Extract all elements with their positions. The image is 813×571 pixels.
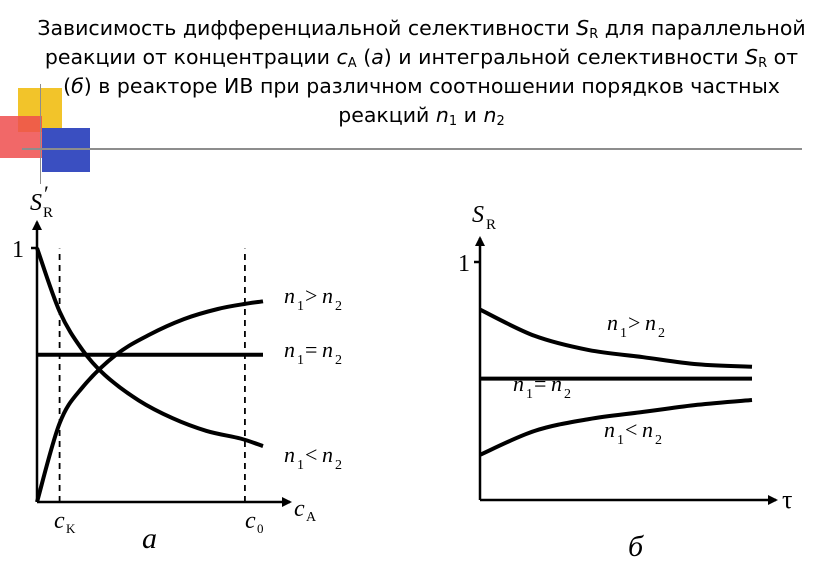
svg-text:<: <	[305, 442, 318, 467]
series-label-b-eq	[513, 371, 571, 402]
svg-text:n: n	[284, 442, 295, 467]
title-line-3: (б) в реакторе ИВ при различном соотношении порядков частных	[63, 74, 780, 98]
svg-text:′: ′	[44, 181, 49, 206]
panel-label-a: а	[142, 522, 157, 555]
svg-text:n: n	[607, 310, 618, 335]
svg-text:S: S	[30, 190, 42, 216]
title-line-1: Зависимость дифференциальной селективности $S_R$ для параллельной	[37, 16, 806, 42]
svg-text:<: <	[625, 417, 638, 442]
svg-text:n: n	[322, 337, 333, 362]
svg-text:A: A	[306, 510, 317, 525]
svg-text:n: n	[322, 442, 333, 467]
svg-text:R: R	[486, 217, 497, 233]
svg-text:>: >	[305, 283, 318, 308]
y-axis-label-a	[30, 181, 53, 221]
svg-text:1: 1	[617, 433, 624, 448]
svg-text:=: =	[534, 371, 547, 396]
x-axis-label-b: τ	[782, 485, 793, 514]
series-label-a-eq	[284, 337, 342, 368]
y-axis-label-b	[472, 202, 496, 233]
svg-text:2: 2	[335, 458, 342, 473]
svg-text:c: c	[245, 508, 256, 534]
x-tick-label-c0	[245, 508, 264, 536]
svg-text:1: 1	[620, 326, 627, 341]
svg-text:n: n	[645, 310, 656, 335]
series-label-b-gt	[607, 310, 665, 341]
chart-panel-a	[12, 181, 342, 555]
svg-text:=: =	[305, 337, 318, 362]
svg-text:n: n	[284, 283, 295, 308]
svg-text:K: K	[66, 521, 76, 536]
series-line-b-lt	[480, 400, 752, 455]
svg-text:n: n	[642, 417, 653, 442]
x-tick-label-ck	[54, 508, 76, 536]
x-axis-label-a	[294, 496, 317, 525]
chart-panel-b	[458, 202, 792, 563]
svg-text:2: 2	[655, 433, 662, 448]
series-label-b-lt	[604, 417, 662, 448]
svg-text:1: 1	[297, 458, 304, 473]
svg-text:1: 1	[297, 353, 304, 368]
svg-text:S: S	[472, 202, 484, 228]
svg-text:n: n	[322, 283, 333, 308]
series-line-a-lt	[37, 248, 263, 446]
panel-label-b: б	[628, 530, 644, 563]
svg-text:2: 2	[335, 353, 342, 368]
svg-text:n: n	[513, 371, 524, 396]
svg-text:1: 1	[297, 299, 304, 314]
series-label-a-lt	[284, 442, 342, 473]
svg-text:2: 2	[335, 299, 342, 314]
svg-text:2: 2	[658, 326, 665, 341]
y-tick-label-1-b: 1	[458, 251, 470, 277]
series-label-a-gt	[284, 283, 342, 314]
svg-text:n: n	[604, 417, 615, 442]
svg-text:>: >	[628, 310, 641, 335]
svg-text:R: R	[43, 205, 54, 221]
svg-text:0: 0	[257, 521, 264, 536]
y-tick-label-1-a: 1	[12, 237, 24, 263]
svg-text:1: 1	[526, 387, 533, 402]
svg-text:2: 2	[564, 387, 571, 402]
title-line-2: реакции от концентрации $c_A$ (а) и интегральной селективности $S_R$ от	[44, 45, 799, 71]
svg-text:n: n	[551, 371, 562, 396]
title-line-4: реакций $n_1$ и $n_2$	[338, 103, 505, 129]
svg-text:c: c	[294, 496, 305, 522]
svg-text:c: c	[54, 508, 65, 534]
svg-text:n: n	[284, 337, 295, 362]
